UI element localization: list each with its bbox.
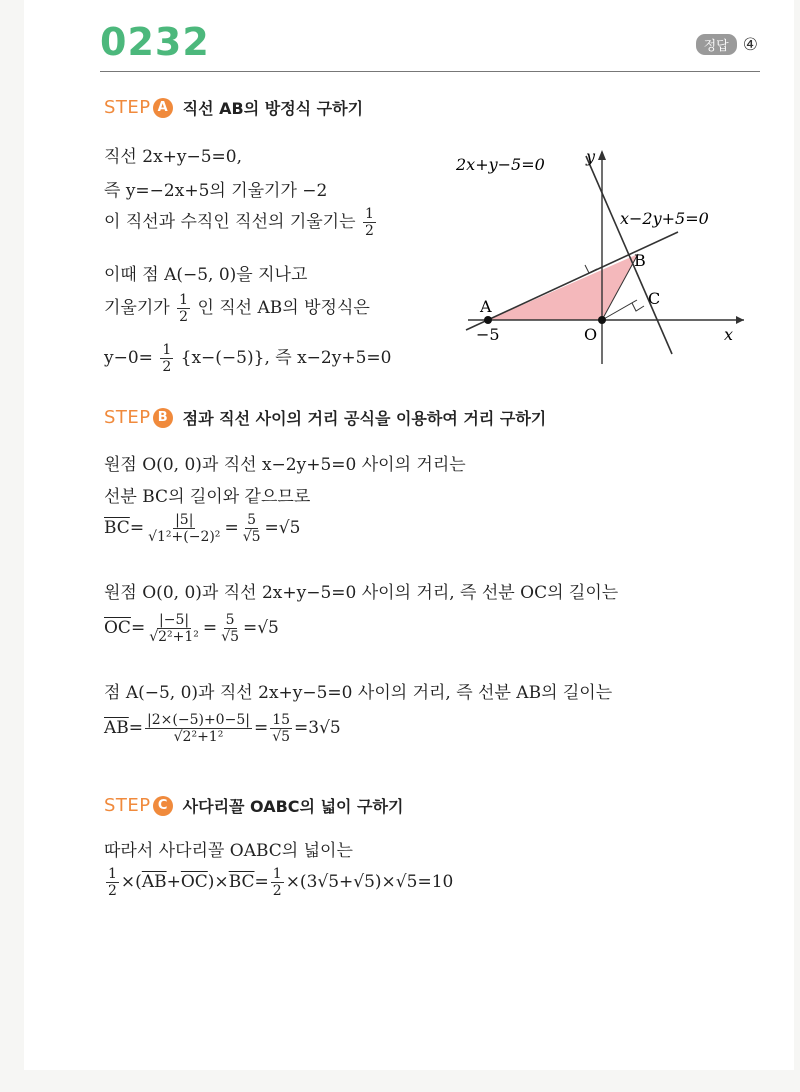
text: {x−(−5)}, 즉 x−2y+5=0 [180, 348, 392, 369]
step-label: STEP [104, 97, 151, 118]
header-rule [100, 71, 760, 72]
step-a-line-6 [104, 342, 391, 375]
result: =√5 [264, 518, 301, 539]
text: = [254, 872, 269, 893]
x-axis-arrow [736, 316, 744, 324]
step-a-line-2: 즉 y=−2x+5의 기울기가 −2 [104, 181, 328, 201]
fraction-den: 2 [364, 223, 374, 240]
fraction-num: 1 [179, 292, 189, 308]
step-b-line-6: 점 A(−5, 0)과 직선 2x+y−5=0 사이의 거리, 즉 선분 AB의 길이는 [104, 683, 613, 703]
fraction-num: |2×(−5)+0−5| [147, 712, 250, 728]
line-bc [586, 156, 672, 354]
text: y−0= [104, 348, 153, 369]
right-angle-mark-b [585, 265, 597, 273]
step-c-line-2 [104, 866, 453, 899]
answer-value: ④ [742, 34, 758, 55]
fraction-den: √2²+1² [173, 729, 224, 746]
step-title: 사다리꼴 OABC의 넓이 구하기 [182, 797, 404, 816]
fraction-den: √1²+(−2)² [148, 529, 221, 546]
x-axis-label: x [724, 325, 734, 344]
point-a-label: A [480, 297, 492, 316]
fraction [145, 712, 252, 745]
fraction-num: |5| [175, 512, 194, 528]
step-c-heading [104, 794, 403, 817]
step-a-line-5 [104, 292, 370, 325]
segment-bc: $\overline{BC}$ [104, 518, 130, 539]
fraction [147, 612, 201, 645]
segment-oc: $\overline{OC}$ [104, 618, 131, 639]
point-b-label: B [634, 251, 646, 270]
fraction-den: 2 [108, 883, 117, 900]
fraction [219, 612, 241, 645]
line2-label: x−2y+5=0 [620, 209, 709, 228]
point-a-dot [484, 316, 492, 324]
step-title: 점과 직선 사이의 거리 공식을 이용하여 거리 구하기 [182, 409, 547, 428]
problem-number: 0232 [100, 20, 210, 64]
step-title: 직선 AB의 방정식 구하기 [182, 99, 364, 118]
step-label: STEP [104, 407, 151, 428]
step-a-line-3 [104, 206, 378, 239]
fraction-den: 2 [162, 359, 172, 376]
tick-neg5-label: −5 [476, 325, 500, 344]
answer-indicator [696, 34, 758, 55]
fraction-den: √5 [221, 629, 239, 646]
step-b-heading [104, 406, 546, 429]
step-label: STEP [104, 795, 151, 816]
fraction-den: 2 [272, 883, 282, 900]
fraction-num: 1 [272, 866, 282, 882]
origin-label: O [584, 325, 598, 344]
fraction-half [106, 866, 119, 899]
step-a-line-4: 이때 점 A(−5, 0)을 지나고 [104, 265, 308, 285]
fraction-num: 1 [108, 866, 117, 882]
step-letter: A [153, 98, 173, 118]
segment-bc: $\overline{BC}$ [228, 872, 255, 893]
segment-ab: $\overline{AB}$ [104, 718, 129, 739]
fraction-num: |−5| [159, 612, 190, 628]
step-b-line-1: 원점 O(0, 0)과 직선 x−2y+5=0 사이의 거리는 [104, 455, 466, 475]
segment-oc: $\overline{OC}$ [180, 872, 208, 893]
fraction-num: 5 [225, 612, 235, 628]
text: + [166, 872, 181, 893]
step-b-line-2: 선분 BC의 길이와 같으므로 [104, 487, 311, 507]
fraction-num: 5 [247, 512, 257, 528]
point-o-dot [598, 316, 606, 324]
step-b-line-4: 원점 O(0, 0)과 직선 2x+y−5=0 사이의 거리, 즉 선분 OC의 길이는 [104, 583, 619, 603]
y-axis-arrow [598, 150, 606, 160]
step-c-line-1: 따라서 사다리꼴 OABC의 넓이는 [104, 841, 353, 861]
step-a-line-1: 직선 2x+y−5=0, [104, 147, 243, 167]
result: =3√5 [294, 718, 341, 739]
step-a-heading [104, 96, 363, 119]
right-angle-mark-c [632, 303, 644, 311]
fraction-num: 1 [162, 342, 172, 358]
result: =√5 [242, 618, 279, 639]
step-letter: B [153, 408, 173, 428]
text: ×(3√5+√5)×√5=10 [285, 872, 454, 893]
text: )× [207, 872, 229, 893]
fraction-den: 2 [179, 309, 189, 326]
y-axis-label: y [586, 147, 596, 166]
fraction-half [363, 206, 376, 239]
line1-label: 2x+y−5=0 [456, 155, 545, 174]
text: 기울기가 [104, 298, 170, 319]
step-b-line-3: $\overline{BC}=$ $\frac{|5|}{\text{√1²+(−2)²}}$ = $\frac{5}{√5}$ =√5 [104, 512, 301, 546]
text: ×( [120, 872, 142, 893]
step-b-line-7: $\overline{AB}=$ $\frac{|2\times(-5)+0-5|}{\text{√2²+1²}}$ = $\frac{15}{√5}$ =3√5 [104, 712, 341, 746]
step-b-line-5: $\overline{OC}=$ $\frac{|-5|}{\text{√2²+1²}}$ = $\frac{5}{√5}$ =√5 [104, 612, 279, 646]
step-letter: C [153, 796, 173, 816]
fraction-num: 1 [364, 206, 374, 222]
fraction-den: √2²+1² [149, 629, 199, 646]
fraction-num: 15 [272, 712, 291, 728]
coordinate-figure [448, 140, 748, 380]
segment-ab: $\overline{AB}$ [141, 872, 167, 893]
fraction-den: √5 [242, 529, 261, 546]
fraction-half [271, 866, 284, 899]
fraction-den: √5 [272, 729, 291, 746]
point-c-label: C [648, 289, 661, 308]
fraction-half [177, 292, 190, 325]
text: 이 직선과 수직인 직선의 기울기는 [104, 212, 356, 233]
fraction [241, 512, 263, 545]
fraction [146, 512, 222, 545]
text: 인 직선 AB의 방정식은 [197, 298, 370, 319]
answer-badge: 정답 [696, 34, 737, 55]
fraction-half [160, 342, 173, 375]
fraction [270, 712, 292, 745]
